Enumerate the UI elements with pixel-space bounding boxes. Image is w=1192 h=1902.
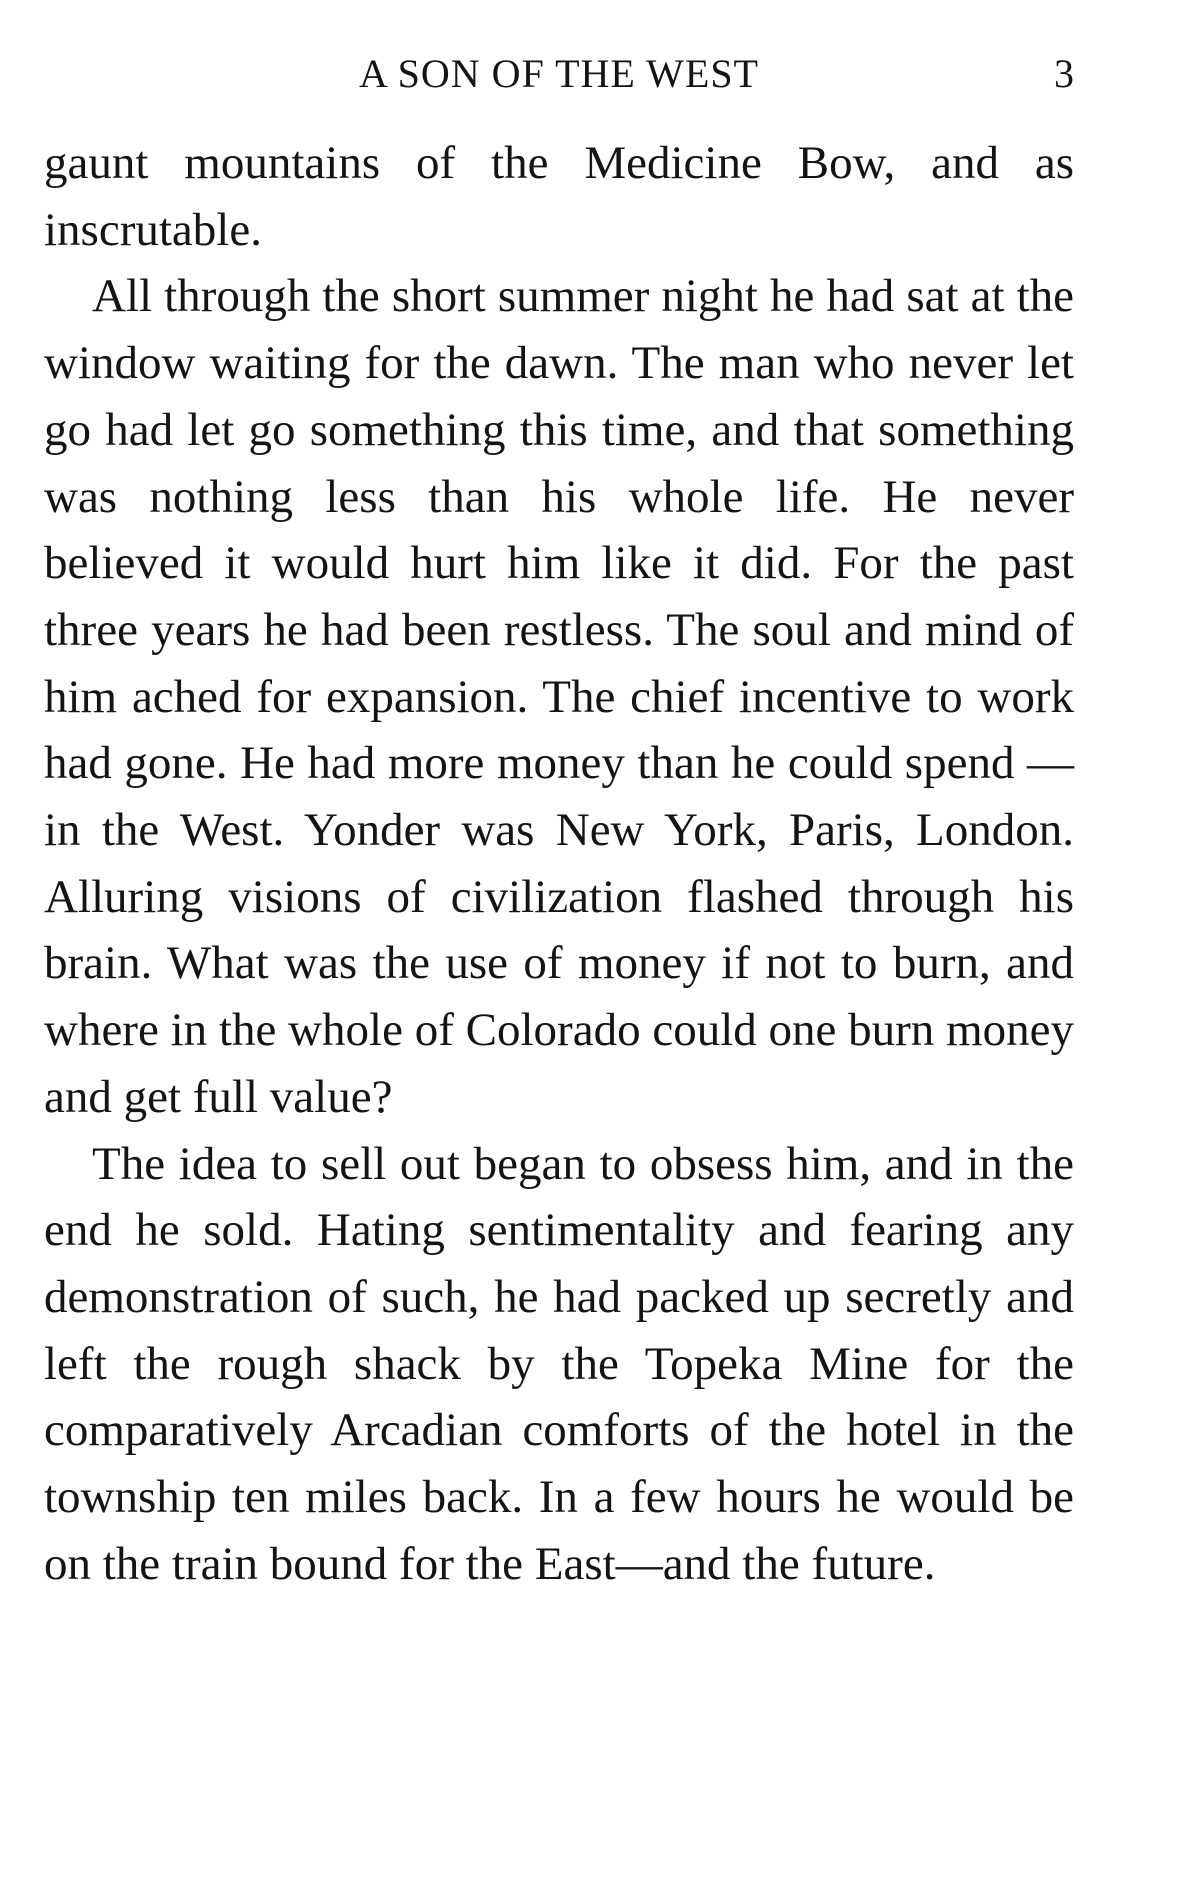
body-text: [44, 130, 1074, 1597]
running-head: [44, 44, 1074, 104]
paragraph-continued: gaunt mountains of the Medicine Bow, and as inscrutable.: [44, 137, 1074, 256]
page-number: 3: [1054, 51, 1074, 96]
paragraph: The idea to sell out began to obsess him, and in the end he sold. Hating sentimentality and fearing any demonstration of such, he had packed up secretly and left the rough shack by the Topeka Mine for the comparatively Arcadian comforts of the hotel in the township ten miles back. In a few hours he would be on the train bound for the East—and the future.: [44, 1137, 1074, 1590]
paragraph: All through the short summer night he had sat at the window waiting for the dawn. The man who never let go had let go something this time, and that something was nothing less than his whole life. He never believed it would hurt him like it did. For the past three years he had been restless. The soul and mind of him ached for expansion. The chief incentive to work had gone. He had more money than he could spend —in the West. Yonder was New York, Paris, London. Alluring visions of civilization flashed through his brain. What was the use of money if not to burn, and where in the whole of Colorado could one burn money and get full value?: [44, 270, 1074, 1123]
running-title: A SON OF THE WEST: [358, 51, 759, 96]
